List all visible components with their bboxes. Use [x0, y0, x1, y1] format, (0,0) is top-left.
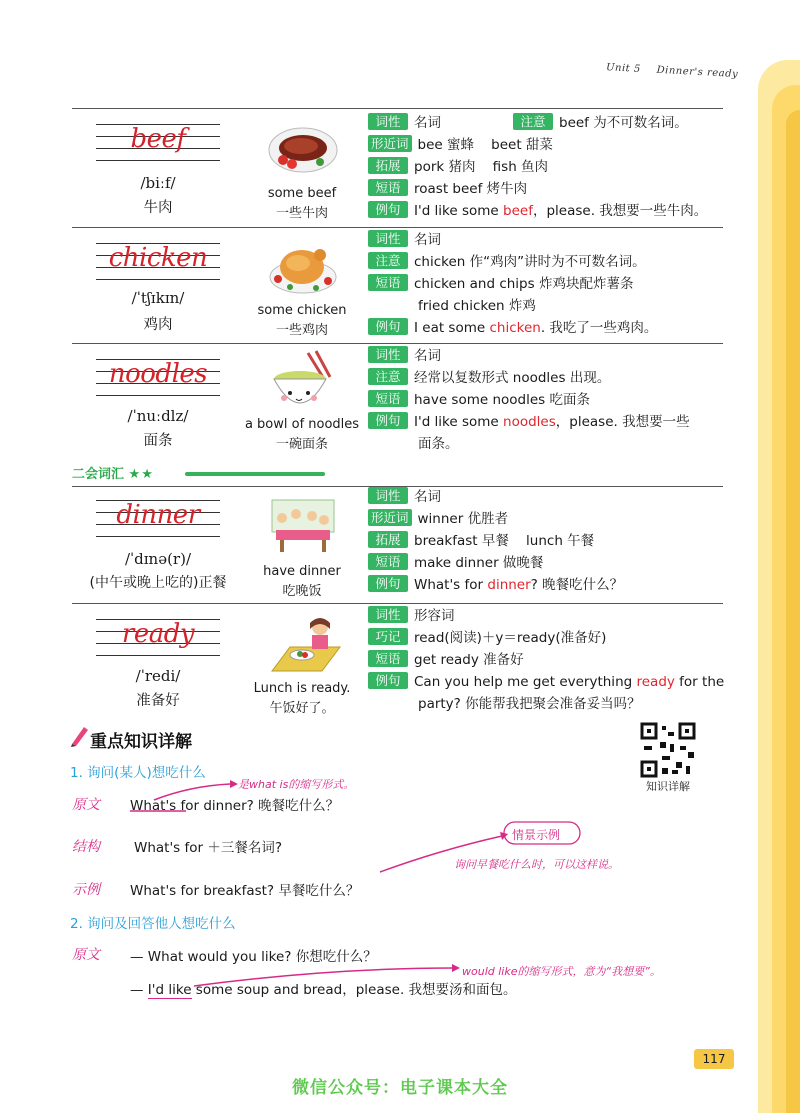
- label-example: 示例: [72, 882, 100, 898]
- watermark-text: 微信公众号：电子课本大全: [292, 1078, 508, 1098]
- detail-text: pork 猪肉 fish 鱼肉: [414, 159, 549, 175]
- label-original: 原文: [72, 947, 100, 963]
- detail-text: 形容词: [414, 608, 455, 624]
- detail-text: 名词: [414, 232, 441, 248]
- annotation-note: would like的缩写形式，意为“我想要”。: [462, 965, 661, 978]
- detail-text: chicken and chips 炸鸡块配炸薯条: [414, 276, 634, 292]
- detail-text: chicken 作“鸡肉”讲时为不可数名词。: [414, 254, 646, 270]
- tag-label: 拓展: [368, 157, 408, 174]
- vocab-word: noodles: [108, 359, 208, 389]
- original-sentence: What's for dinner? 晚餐吃什么？: [130, 798, 340, 814]
- detail-text: fried chicken 炸鸡: [418, 298, 536, 314]
- sentence-part: ，please. 我想要一些: [555, 414, 690, 430]
- underlined-phrase: I'd like: [147, 982, 192, 998]
- unit-label: Unit 5: [605, 62, 641, 75]
- sentence-part: What's for: [414, 577, 488, 593]
- unit-title: Dinner's ready: [656, 64, 739, 81]
- tag-label: 短语: [368, 650, 408, 667]
- tag-label: 注意: [368, 252, 408, 269]
- tag-label: 词性: [368, 113, 408, 130]
- sentence-part: Can you help me get everything: [414, 674, 637, 690]
- sentence-part: I'd like some: [414, 203, 504, 219]
- tag-label: 例句: [368, 318, 408, 335]
- phonetic: /biːf/: [140, 174, 176, 192]
- caption-zh: 吃晚饭: [282, 584, 322, 599]
- detail-text: beef 为不可数名词。: [559, 115, 688, 131]
- focus-section-title: 重点知识详解: [90, 732, 192, 752]
- detail-text: breakfast 早餐 lunch 午餐: [414, 533, 595, 549]
- tag-label: 注意: [513, 113, 553, 130]
- example-sentence: What's for breakfast? 早餐吃什么？: [130, 883, 360, 899]
- sentence-part: I'd like some: [414, 414, 504, 430]
- vocab-word: dinner: [116, 500, 200, 530]
- tag-label: 拓展: [368, 531, 408, 548]
- detail-text: 名词: [414, 348, 441, 364]
- highlighted-word: beef: [503, 203, 533, 219]
- caption-zh: 一碗面条: [275, 437, 328, 452]
- highlighted-word: dinner: [487, 577, 531, 593]
- annotation-note: 询问早餐吃什么时，可以这样说。: [454, 858, 619, 871]
- phonetic: /ˈredi/: [135, 667, 181, 685]
- tag-label: 例句: [368, 672, 408, 689]
- tag-label: 短语: [368, 390, 408, 407]
- point-heading: 2. 询问及回答他人想吃什么: [70, 916, 236, 932]
- caption-zh: 一些鸡肉: [275, 323, 328, 338]
- detail-text: 名词: [414, 115, 441, 131]
- dialogue-line: — What would you like? 你想吃什么？: [130, 949, 377, 965]
- tag-label: 例句: [368, 575, 408, 592]
- caption-en: some beef: [267, 186, 337, 201]
- phonetic: /ˈnuːdlz/: [127, 407, 189, 425]
- meaning: 牛肉: [143, 200, 173, 216]
- caption-en: have dinner: [263, 564, 341, 579]
- detail-text: 面条。: [418, 436, 459, 452]
- tag-label: 词性: [368, 487, 408, 504]
- tag-label: 注意: [368, 368, 408, 385]
- tag-label: 词性: [368, 606, 408, 623]
- dialogue-rest: some soup and bread，please. 我想要汤和面包。: [191, 982, 517, 998]
- phonetic: /ˈdɪnə(r)/: [124, 550, 192, 568]
- caption-zh: 午饭好了。: [269, 701, 335, 716]
- meaning: 鸡肉: [143, 317, 173, 333]
- vocab-word: ready: [121, 619, 195, 649]
- highlighted-word: chicken: [489, 320, 541, 336]
- tag-label: 短语: [368, 179, 408, 196]
- detail-text: roast beef 烤牛肉: [414, 181, 528, 197]
- detail-text: have some noodles 吃面条: [414, 392, 590, 408]
- tag-label: 形近词: [368, 135, 412, 152]
- vocab-word: beef: [130, 124, 186, 154]
- annotation-note: 是what is的缩写形式。: [238, 778, 355, 791]
- tag-label: 形近词: [368, 509, 412, 526]
- detail-text: winner 优胜者: [417, 511, 509, 527]
- detail-text: 名词: [414, 489, 441, 505]
- structure-pattern: What's for ＋三餐名词?: [134, 840, 283, 856]
- vocab-word: chicken: [108, 243, 208, 273]
- tag-label: 词性: [368, 346, 408, 363]
- point-heading: 1. 询问(某人)想吃什么: [70, 765, 206, 781]
- sentence-part: for the: [674, 674, 725, 690]
- highlighted-word: ready: [636, 674, 675, 690]
- detail-text: make dinner 做晚餐: [414, 555, 544, 571]
- qr-label: 知识详解: [646, 780, 690, 793]
- tag-label: 短语: [368, 553, 408, 570]
- sentence-part: ? 晚餐吃什么？: [530, 577, 624, 593]
- caption-en: some chicken: [257, 303, 347, 318]
- phonetic: /ˈtʃɪkɪn/: [131, 289, 185, 307]
- tag-label: 巧记: [368, 628, 408, 645]
- detail-text: get ready 准备好: [414, 652, 524, 668]
- sentence-part: ，please. 我想要一些牛肉。: [532, 203, 708, 219]
- tag-label: 例句: [368, 412, 408, 429]
- detail-text: bee 蜜蜂 beet 甜菜: [417, 137, 553, 153]
- meaning: 面条: [143, 433, 173, 449]
- meaning: 准备好: [136, 693, 180, 709]
- detail-text: 经常以复数形式 noodles 出现。: [414, 370, 611, 386]
- meaning: (中午或晚上吃的)正餐: [89, 575, 227, 591]
- sentence-part: I eat some: [414, 320, 490, 336]
- caption-en: Lunch is ready.: [253, 681, 351, 696]
- label-structure: 结构: [72, 839, 100, 855]
- detail-text: party? 你能帮我把聚会准备妥当吗？: [418, 696, 641, 712]
- tag-label: 短语: [368, 274, 408, 291]
- highlighted-word: noodles: [503, 414, 556, 430]
- detail-text: read(阅读)＋y＝ready(准备好): [414, 630, 607, 646]
- caption-en: a bowl of noodles: [244, 417, 360, 432]
- bubble-label: 情景示例: [512, 828, 561, 842]
- star-rating: ★★: [128, 467, 154, 482]
- section-title: 二会词汇: [72, 467, 125, 482]
- tag-label: 例句: [368, 201, 408, 218]
- tag-label: 词性: [368, 230, 408, 247]
- caption-zh: 一些牛肉: [275, 206, 328, 221]
- dash: —: [130, 982, 144, 998]
- label-original: 原文: [72, 797, 100, 813]
- page-number: 117: [694, 1049, 734, 1069]
- sentence-part: . 我吃了一些鸡肉。: [540, 320, 658, 336]
